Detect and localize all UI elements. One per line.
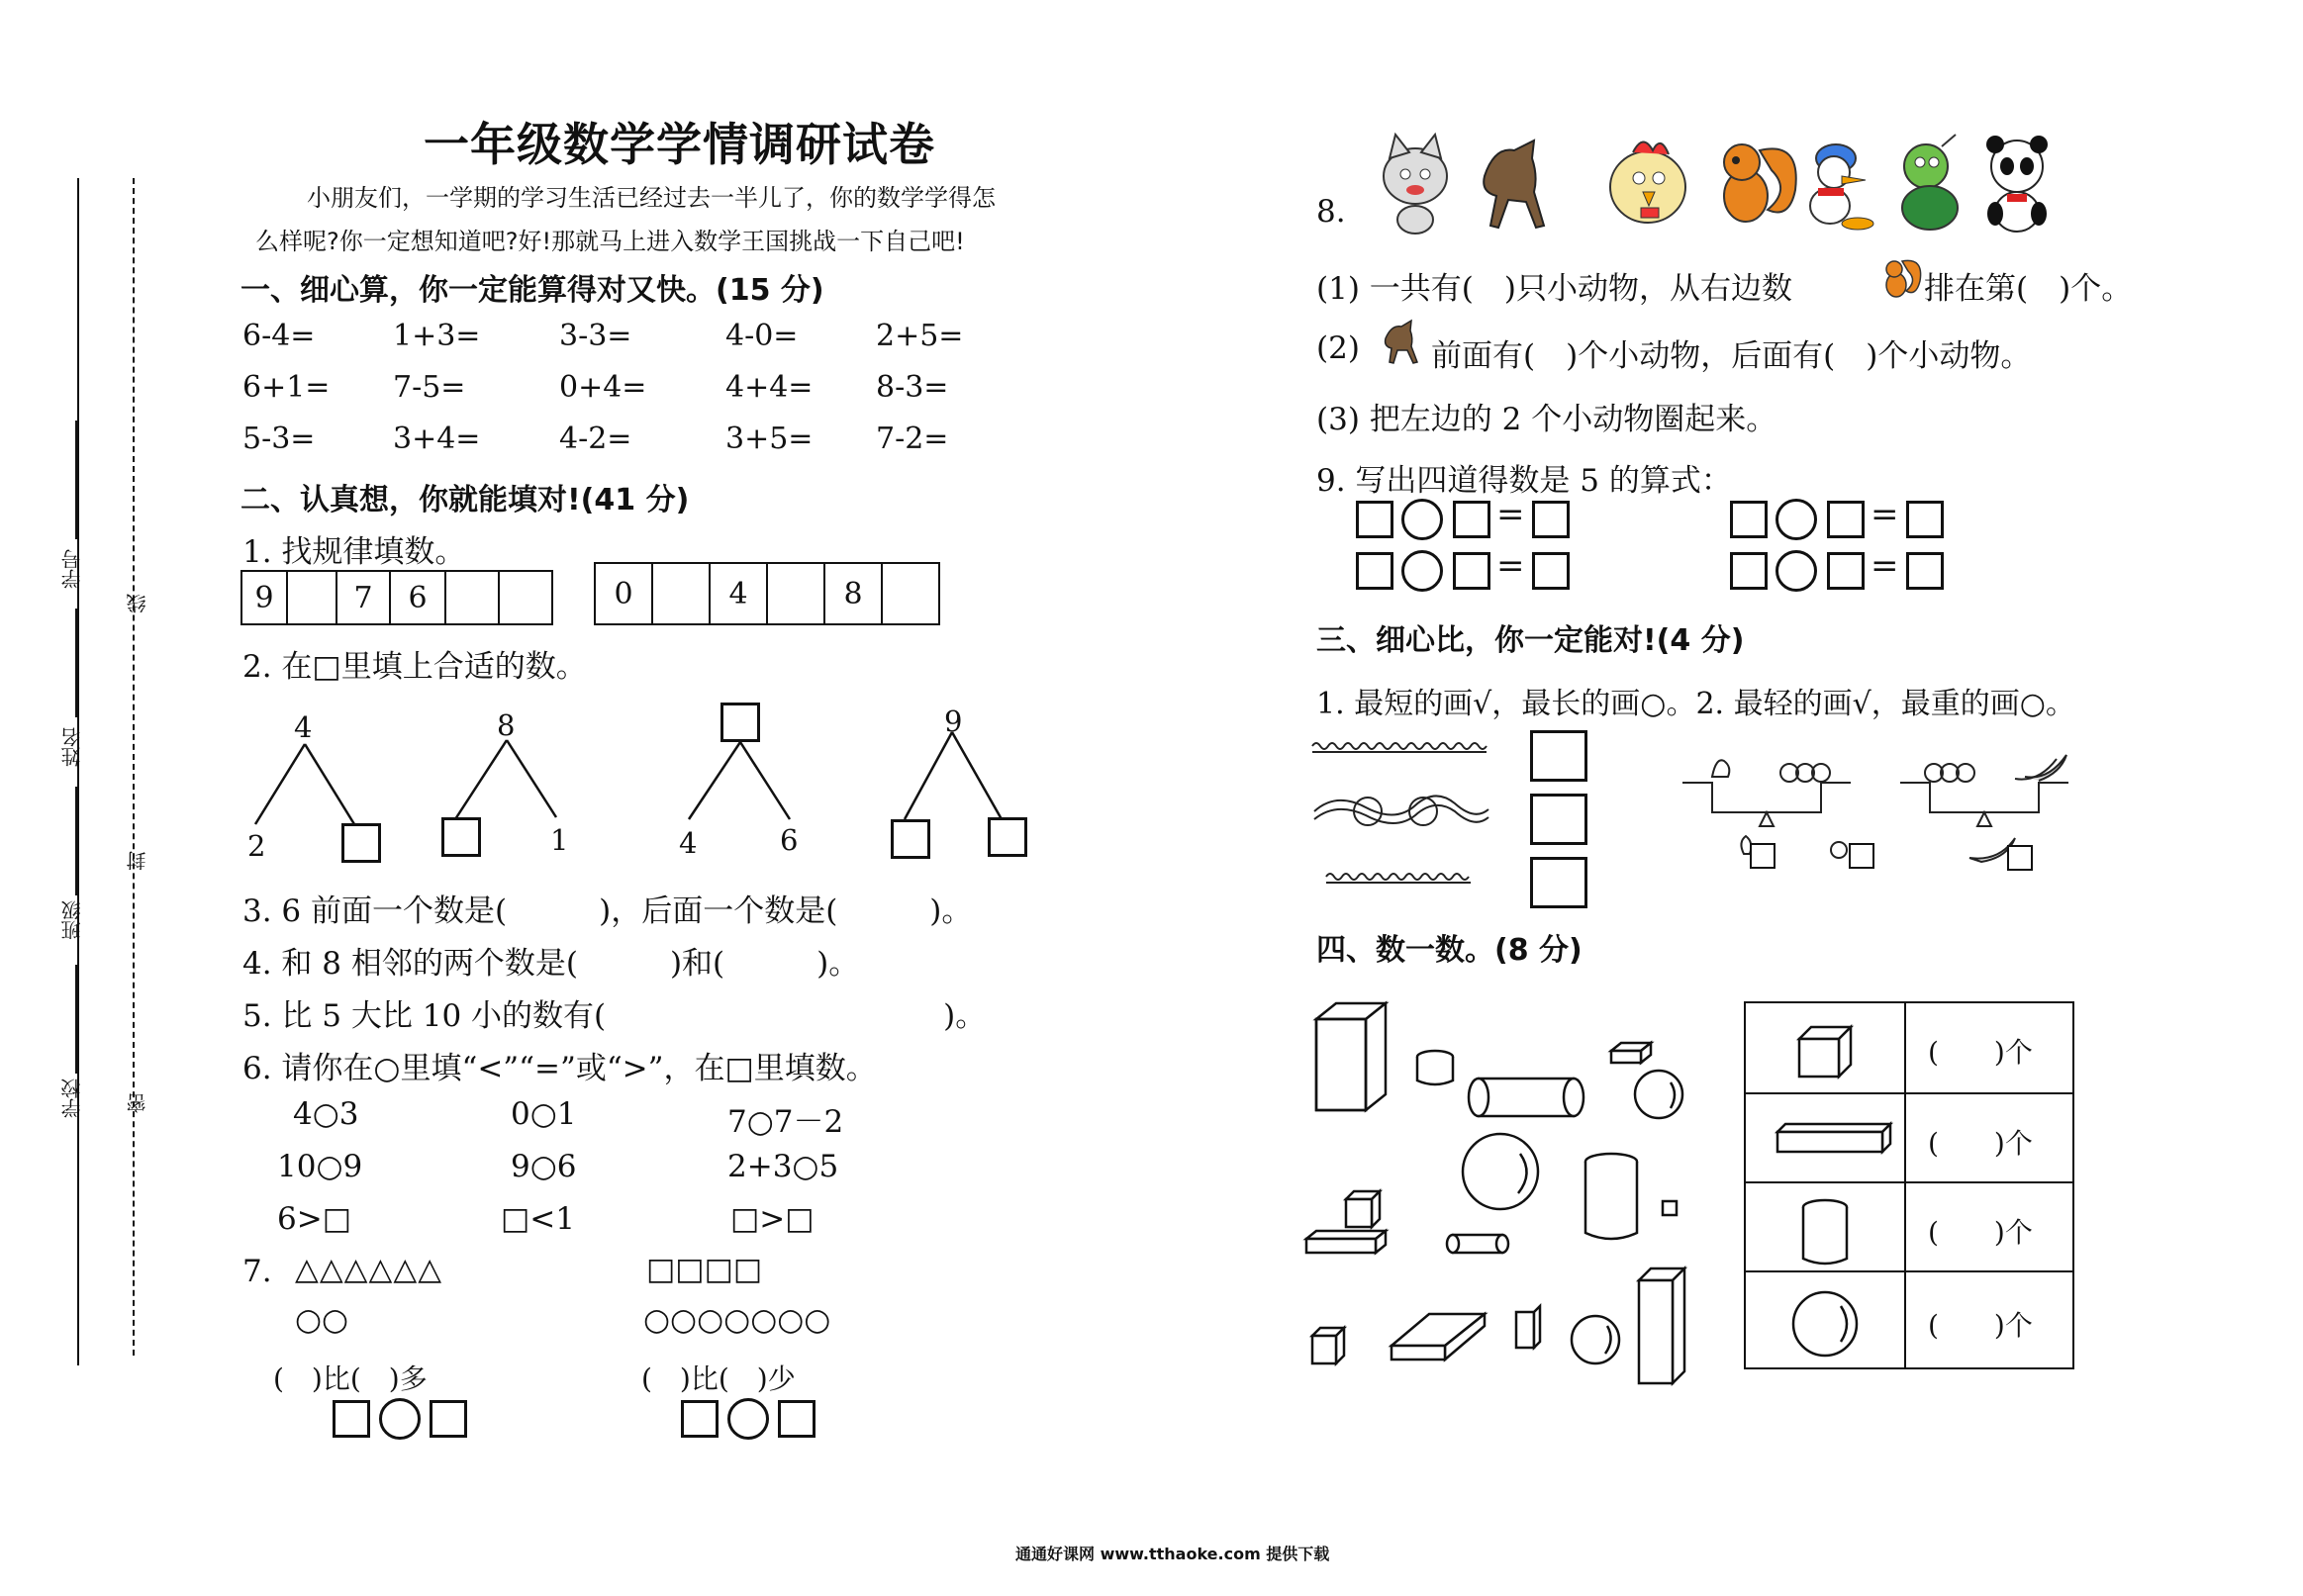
compare-item: 4○3 (293, 1096, 359, 1132)
compare-item: □<1 (501, 1201, 575, 1237)
tree-2-right: 1 (550, 823, 569, 857)
rope-answer-box[interactable] (1530, 794, 1587, 845)
cuboid-icon (1777, 1124, 1890, 1152)
scale-answer-box[interactable] (1849, 843, 1874, 869)
eq-box[interactable] (1356, 501, 1393, 538)
eq-box[interactable] (1532, 501, 1570, 538)
tree-1-top: 4 (294, 710, 313, 744)
section-4-title: 四、数一数。(8 分) (1316, 933, 1583, 968)
answer-box[interactable] (778, 1400, 816, 1438)
q8-line-1a: (1) 一共有( )只小动物，从右边数 (1316, 271, 1792, 307)
eq-circle[interactable] (1401, 550, 1443, 592)
tree-3-left: 4 (679, 826, 698, 860)
tree-4-top: 9 (944, 704, 963, 738)
circles-two: ○○ (295, 1302, 349, 1338)
eq-box[interactable] (1453, 501, 1490, 538)
q5-text: 5. 比 5 大比 10 小的数有( )。 (242, 998, 987, 1034)
cylinder-icon (1803, 1200, 1847, 1264)
eq-box[interactable] (1906, 552, 1944, 590)
q8-line-2-prefix: (2) (1316, 330, 1360, 366)
duck-icon (1810, 144, 1873, 230)
compare-item: 9○6 (511, 1149, 577, 1184)
seq-cell: 6 (389, 570, 446, 625)
binding-blank (77, 416, 79, 534)
panda-icon (1986, 136, 2048, 232)
rope-answer-box[interactable] (1530, 857, 1587, 908)
footer-credit: 通通好课网 www.tthaoke.com 提供下载 (1015, 1545, 1330, 1563)
seq-cell[interactable] (286, 570, 337, 625)
sphere-icon (1793, 1292, 1857, 1356)
q1-label: 1. 找规律填数。 (242, 534, 466, 570)
q9-title: 9. 写出四道得数是 5 的算式： (1316, 463, 1732, 499)
eq-sign: = (1496, 546, 1525, 586)
calc-item: 6+1= (242, 370, 331, 405)
squirrel-icon (1724, 144, 1796, 222)
tree-1-right-box[interactable] (341, 823, 381, 863)
eq-sign: = (1496, 495, 1525, 534)
q8-line-2: 前面有( )个小动物，后面有( )个小动物。 (1431, 338, 2032, 374)
q2-label: 2. 在□里填上合适的数。 (242, 649, 587, 685)
compare-item: □>□ (730, 1201, 815, 1237)
calc-item: 3-3= (559, 319, 632, 353)
seq-cell[interactable] (766, 562, 825, 625)
compare-item: 2+3○5 (727, 1149, 839, 1184)
q4-text: 4. 和 8 相邻的两个数是( )和( )。 (242, 946, 860, 982)
binding-label-school: 学校 (60, 1079, 84, 1118)
calc-item: 4-2= (559, 422, 632, 456)
seq-cell: 9 (240, 570, 288, 625)
section-1-title: 一、细心算，你一定能算得对又快。(15 分) (240, 273, 824, 308)
turtle-icon (1902, 135, 1958, 230)
ropes-illustration (1306, 732, 1504, 910)
intro-line-1: 小朋友们，一学期的学习生活已经过去一半儿了，你的数学学得怎 (307, 184, 996, 212)
balance-scales-illustration (1673, 747, 2118, 905)
count-answer[interactable]: ( )个 (1928, 1036, 2033, 1069)
compare-less: ( )比( )少 (641, 1362, 796, 1395)
animal-row (1356, 129, 2247, 237)
calc-item: 7-2= (876, 422, 949, 456)
eq-box[interactable] (1906, 501, 1944, 538)
seq-cell[interactable] (444, 570, 500, 625)
squares: □□□□ (646, 1252, 763, 1287)
eq-box[interactable] (1356, 552, 1393, 590)
eq-circle[interactable] (1775, 499, 1817, 540)
answer-box[interactable] (333, 1400, 370, 1438)
q8-num: 8. (1316, 194, 1346, 230)
q3-text: 3. 6 前面一个数是( )，后面一个数是( )。 (242, 893, 973, 929)
eq-box[interactable] (1532, 552, 1570, 590)
seq-cell[interactable] (651, 562, 711, 625)
scale-answer-box[interactable] (1750, 843, 1775, 869)
binding-blank-4 (75, 965, 77, 1074)
section-3-title: 三、细心比，你一定能对!(4 分) (1316, 623, 1745, 658)
calc-item: 4-0= (725, 319, 799, 353)
compare-item: 0○1 (511, 1096, 577, 1132)
horse-small-icon (1382, 321, 1429, 364)
section-3-question: 1. 最短的画√，最长的画○。2. 最轻的画√，最重的画○。 (1316, 687, 2075, 721)
q8-line-3: (3) 把左边的 2 个小动物圈起来。 (1316, 402, 1777, 437)
binding-seal-feng: 封 (126, 851, 149, 871)
q7-num: 7. (242, 1254, 272, 1289)
binding-seal-xian: 线 (126, 594, 149, 613)
cube-icon (1799, 1027, 1851, 1077)
q6-text: 6. 请你在○里填“<”“=”或“>”，在□里填数。 (242, 1051, 877, 1086)
seq-cell: 0 (594, 562, 653, 625)
calc-item: 5-3= (242, 422, 316, 456)
answer-box[interactable] (681, 1400, 719, 1438)
squirrel-small-icon (1880, 255, 1924, 299)
eq-circle[interactable] (1401, 499, 1443, 540)
seq-cell: 7 (336, 570, 391, 625)
calc-item: 0+4= (559, 370, 647, 405)
eq-box[interactable] (1730, 501, 1768, 538)
calc-item: 7-5= (393, 370, 466, 405)
eq-box[interactable] (1730, 552, 1768, 590)
calc-item: 3+5= (725, 422, 814, 456)
answer-box[interactable] (430, 1400, 467, 1438)
intro-line-2: 么样呢?你一定想知道吧?好!那就马上进入数学王国挑战一下自己吧! (255, 228, 965, 255)
rope-answer-box[interactable] (1530, 730, 1587, 782)
rooster-icon (1610, 141, 1685, 223)
scale-answer-box[interactable] (2007, 845, 2033, 871)
answer-circle[interactable] (379, 1398, 421, 1440)
compare-more: ( )比( )多 (273, 1362, 428, 1395)
tree-4-right-box[interactable] (988, 817, 1027, 857)
eq-box[interactable] (1453, 552, 1490, 590)
horse-icon (1484, 141, 1544, 228)
eq-circle[interactable] (1775, 550, 1817, 592)
section-2-title: 二、认真想，你就能填对!(41 分) (240, 483, 690, 517)
circles-seven: ○○○○○○○ (643, 1302, 831, 1338)
q8-line-1b: 排在第( )个。 (1924, 271, 2133, 307)
binding-seal-mi: 密 (126, 1093, 149, 1113)
tree-4-left-box[interactable] (891, 819, 930, 859)
binding-label-name: 姓名 (60, 727, 84, 767)
calc-item: 8-3= (876, 370, 949, 405)
binding-label-class: 班级 (60, 900, 84, 940)
tree-1-left: 2 (247, 829, 266, 863)
calc-item: 4+4= (725, 370, 814, 405)
answer-circle[interactable] (727, 1398, 769, 1440)
eq-box[interactable] (1827, 552, 1865, 590)
tree-3-right: 6 (780, 823, 799, 857)
seq-cell: 8 (823, 562, 883, 625)
page-title: 一年级数学学情调研试卷 (424, 118, 935, 171)
seq-cell[interactable] (498, 570, 553, 625)
eq-sign: = (1871, 546, 1899, 586)
count-answer[interactable]: ( )个 (1928, 1309, 2033, 1342)
tree-3-top-box[interactable] (720, 703, 760, 742)
calc-item: 6-4= (242, 319, 316, 353)
compare-item: 10○9 (277, 1149, 363, 1184)
count-answer[interactable]: ( )个 (1928, 1216, 2033, 1249)
number-bond-lines (0, 693, 1089, 891)
tree-2-left-box[interactable] (441, 817, 481, 857)
calc-item: 2+5= (876, 319, 964, 353)
compare-item: 7○7－2 (727, 1104, 844, 1140)
eq-box[interactable] (1827, 501, 1865, 538)
table-shape-icons (1744, 1001, 1912, 1377)
eq-sign: = (1871, 495, 1899, 534)
binding-blank-1 (75, 421, 77, 539)
binding-label-xuehao: 学号 (60, 549, 84, 589)
compare-item: 6>□ (277, 1201, 351, 1237)
tree-2-top: 8 (497, 708, 516, 742)
calc-item: 3+4= (393, 422, 481, 456)
solid-shapes-illustration (1296, 999, 1712, 1415)
seq-cell[interactable] (881, 562, 940, 625)
cat-icon (1384, 135, 1447, 234)
triangles: △△△△△△ (295, 1252, 443, 1287)
count-answer[interactable]: ( )个 (1928, 1127, 2033, 1160)
calc-item: 1+3= (393, 319, 481, 353)
seq-cell: 4 (709, 562, 768, 625)
